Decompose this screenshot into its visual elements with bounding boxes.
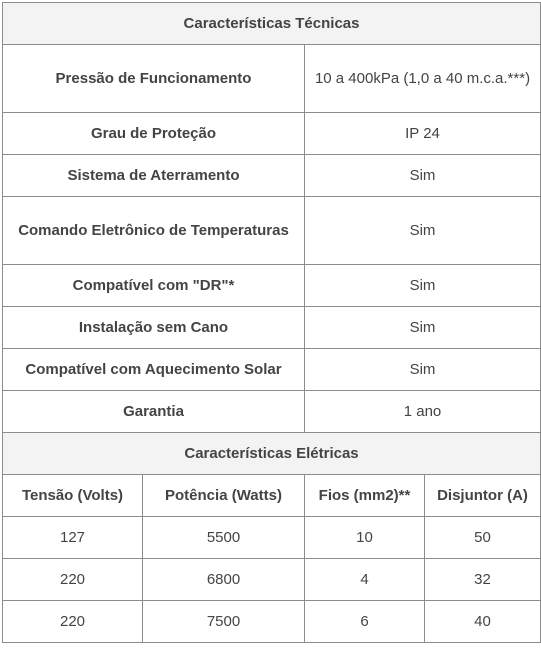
- cell-fios: 4: [305, 559, 425, 601]
- spec-value-protecao: IP 24: [305, 113, 541, 155]
- elec-header-fios: Fios (mm2)**: [305, 475, 425, 517]
- spec-label-pressao: Pressão de Funcionamento: [3, 45, 305, 113]
- elec-header-potencia: Potência (Watts): [143, 475, 305, 517]
- table-row: [3, 601, 541, 643]
- spec-value-instalacao: Sim: [305, 307, 541, 349]
- spec-value-solar: Sim: [305, 349, 541, 391]
- elec-header-disjuntor: Disjuntor (A): [425, 475, 541, 517]
- cell-fios: 10: [305, 517, 425, 559]
- spec-label-solar: Compatível com Aquecimento Solar: [3, 349, 305, 391]
- cell-tensao: 220: [3, 559, 143, 601]
- spec-label-instalacao: Instalação sem Cano: [3, 307, 305, 349]
- spec-value-comando: Sim: [305, 197, 541, 265]
- cell-potencia: 7500: [143, 601, 305, 643]
- specs-table: [2, 2, 541, 643]
- elec-section-title: Características Elétricas: [3, 433, 541, 475]
- cell-tensao: 127: [3, 517, 143, 559]
- cell-fios: 6: [305, 601, 425, 643]
- spec-value-pressao: 10 a 400kPa (1,0 a 40 m.c.a.***): [305, 45, 541, 113]
- spec-label-dr: Compatível com "DR"*: [3, 265, 305, 307]
- spec-value-dr: Sim: [305, 265, 541, 307]
- spec-label-protecao: Grau de Proteção: [3, 113, 305, 155]
- cell-potencia: 6800: [143, 559, 305, 601]
- cell-disjuntor: 50: [425, 517, 541, 559]
- spec-label-aterramento: Sistema de Aterramento: [3, 155, 305, 197]
- cell-tensao: 220: [3, 601, 143, 643]
- spec-label-comando: Comando Eletrônico de Temperaturas: [3, 197, 305, 265]
- cell-potencia: 5500: [143, 517, 305, 559]
- table-row: [3, 559, 541, 601]
- spec-value-aterramento: Sim: [305, 155, 541, 197]
- cell-disjuntor: 40: [425, 601, 541, 643]
- tech-section-title: Características Técnicas: [3, 3, 541, 45]
- table-row: [3, 517, 541, 559]
- spec-value-garantia: 1 ano: [305, 391, 541, 433]
- cell-disjuntor: 32: [425, 559, 541, 601]
- elec-header-tensao: Tensão (Volts): [3, 475, 143, 517]
- spec-label-garantia: Garantia: [3, 391, 305, 433]
